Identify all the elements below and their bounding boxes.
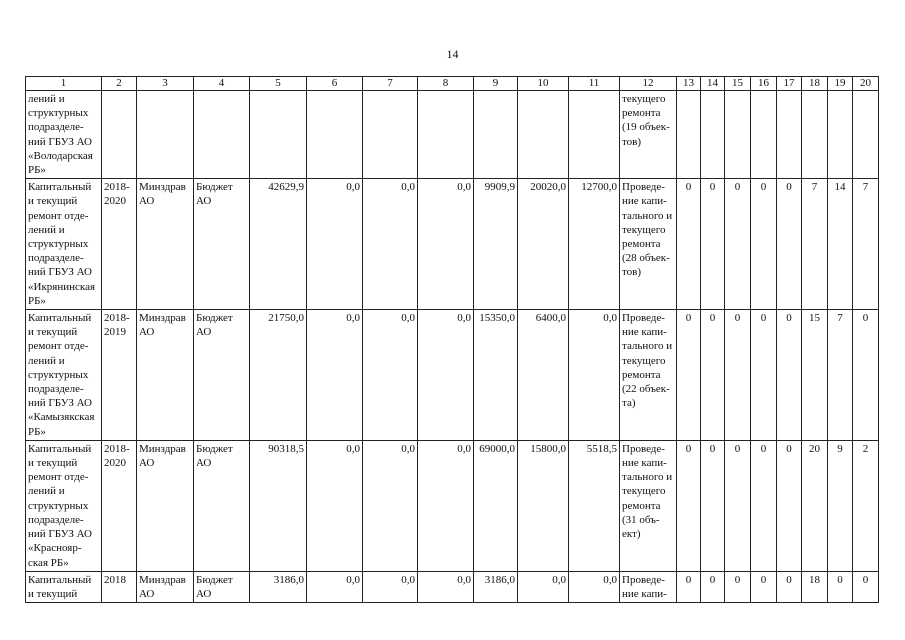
amount-col9-cell: [474, 91, 518, 179]
indicator-col15-cell: 0: [725, 310, 751, 441]
indicator-col17-cell: 0: [777, 440, 802, 571]
indicator-col15-cell: 0: [725, 440, 751, 571]
indicator-col14-cell: 0: [701, 440, 725, 571]
table-row: [26, 571, 879, 602]
indicator-col14-cell: 0: [701, 179, 725, 310]
header-cell-20: 20: [853, 77, 879, 91]
period-cell: 2018- 2020: [102, 179, 137, 310]
amount-col9-cell: 69000,0: [474, 440, 518, 571]
amount-col6-cell: 0,0: [307, 440, 363, 571]
funding-source-cell: Бюджет АО: [194, 179, 250, 310]
header-cell-15: 15: [725, 77, 751, 91]
header-cell-8: 8: [418, 77, 474, 91]
total-amount-cell: 3186,0: [250, 571, 307, 602]
indicator-col15-cell: [725, 91, 751, 179]
period-cell: [102, 91, 137, 179]
program-name-cell: Капитальный и текущий ремонт отде- лений и структурных подразделе- ний ГБУЗ АО «Икрянинская РБ»: [26, 179, 102, 310]
indicator-col20-cell: 0: [853, 571, 879, 602]
header-cell-2: 2: [102, 77, 137, 91]
period-cell: 2018- 2019: [102, 310, 137, 441]
header-cell-7: 7: [363, 77, 418, 91]
result-cell: текущего ремонта (19 объек- тов): [620, 91, 677, 179]
amount-col10-cell: 15800,0: [518, 440, 569, 571]
amount-col10-cell: 0,0: [518, 571, 569, 602]
executor-cell: Минздрав АО: [137, 179, 194, 310]
indicator-col18-cell: 20: [802, 440, 828, 571]
amount-col9-cell: 15350,0: [474, 310, 518, 441]
amount-col11-cell: 0,0: [569, 310, 620, 441]
amount-col8-cell: 0,0: [418, 310, 474, 441]
result-cell: Проведе- ние капи- тального и текущего ремонта (22 объек- та): [620, 310, 677, 441]
indicator-col17-cell: 0: [777, 310, 802, 441]
executor-cell: Минздрав АО: [137, 310, 194, 441]
table-row: [26, 179, 879, 310]
header-cell-14: 14: [701, 77, 725, 91]
result-cell: Проведе- ние капи-: [620, 571, 677, 602]
table-row: [26, 310, 879, 441]
header-cell-17: 17: [777, 77, 802, 91]
amount-col6-cell: 0,0: [307, 179, 363, 310]
period-cell: 2018: [102, 571, 137, 602]
indicator-col18-cell: [802, 91, 828, 179]
amount-col11-cell: 12700,0: [569, 179, 620, 310]
indicator-col16-cell: 0: [751, 440, 777, 571]
table-row: [26, 440, 879, 571]
indicator-col20-cell: 0: [853, 310, 879, 441]
result-cell: Проведе- ние капи- тального и текущего ремонта (31 объ- ект): [620, 440, 677, 571]
indicator-col18-cell: 18: [802, 571, 828, 602]
indicator-col17-cell: 0: [777, 179, 802, 310]
funding-source-cell: Бюджет АО: [194, 310, 250, 441]
indicator-col16-cell: 0: [751, 310, 777, 441]
amount-col7-cell: [363, 91, 418, 179]
period-cell: 2018- 2020: [102, 440, 137, 571]
header-cell-19: 19: [828, 77, 853, 91]
total-amount-cell: 21750,0: [250, 310, 307, 441]
program-name-cell: Капитальный и текущий: [26, 571, 102, 602]
program-table: [25, 76, 879, 603]
table-row: [26, 91, 879, 179]
table-body: [26, 77, 879, 603]
result-cell: Проведе- ние капи- тального и текущего ремонта (28 объек- тов): [620, 179, 677, 310]
header-cell-12: 12: [620, 77, 677, 91]
indicator-col20-cell: [853, 91, 879, 179]
amount-col8-cell: 0,0: [418, 440, 474, 571]
header-cell-10: 10: [518, 77, 569, 91]
indicator-col14-cell: 0: [701, 310, 725, 441]
amount-col6-cell: 0,0: [307, 310, 363, 441]
amount-col8-cell: 0,0: [418, 571, 474, 602]
indicator-col19-cell: 9: [828, 440, 853, 571]
indicator-col18-cell: 7: [802, 179, 828, 310]
amount-col11-cell: [569, 91, 620, 179]
amount-col9-cell: 9909,9: [474, 179, 518, 310]
header-cell-18: 18: [802, 77, 828, 91]
total-amount-cell: [250, 91, 307, 179]
executor-cell: [137, 91, 194, 179]
executor-cell: Минздрав АО: [137, 440, 194, 571]
indicator-col19-cell: [828, 91, 853, 179]
amount-col7-cell: 0,0: [363, 440, 418, 571]
header-cell-9: 9: [474, 77, 518, 91]
indicator-col14-cell: 0: [701, 571, 725, 602]
total-amount-cell: 42629,9: [250, 179, 307, 310]
indicator-col15-cell: 0: [725, 571, 751, 602]
program-name-cell: Капитальный и текущий ремонт отде- лений и структурных подразделе- ний ГБУЗ АО «Краснояр- ская РБ»: [26, 440, 102, 571]
indicator-col19-cell: 14: [828, 179, 853, 310]
funding-source-cell: Бюджет АО: [194, 440, 250, 571]
indicator-col20-cell: 7: [853, 179, 879, 310]
indicator-col17-cell: 0: [777, 571, 802, 602]
amount-col7-cell: 0,0: [363, 310, 418, 441]
indicator-col19-cell: 7: [828, 310, 853, 441]
indicator-col13-cell: 0: [677, 179, 701, 310]
header-cell-6: 6: [307, 77, 363, 91]
indicator-col13-cell: 0: [677, 440, 701, 571]
amount-col8-cell: [418, 91, 474, 179]
program-name-cell: Капитальный и текущий ремонт отде- лений и структурных подразделе- ний ГБУЗ АО «Камызякская РБ»: [26, 310, 102, 441]
indicator-col18-cell: 15: [802, 310, 828, 441]
amount-col7-cell: 0,0: [363, 179, 418, 310]
funding-source-cell: [194, 91, 250, 179]
amount-col10-cell: 20020,0: [518, 179, 569, 310]
header-cell-1: 1: [26, 77, 102, 91]
indicator-col13-cell: 0: [677, 310, 701, 441]
amount-col10-cell: 6400,0: [518, 310, 569, 441]
indicator-col13-cell: 0: [677, 571, 701, 602]
indicator-col13-cell: [677, 91, 701, 179]
indicator-col15-cell: 0: [725, 179, 751, 310]
amount-col11-cell: 0,0: [569, 571, 620, 602]
amount-col8-cell: 0,0: [418, 179, 474, 310]
header-cell-5: 5: [250, 77, 307, 91]
header-row: [26, 77, 879, 91]
indicator-col16-cell: [751, 91, 777, 179]
indicator-col14-cell: [701, 91, 725, 179]
header-cell-4: 4: [194, 77, 250, 91]
amount-col6-cell: [307, 91, 363, 179]
program-name-cell: лений и структурных подразделе- ний ГБУЗ АО «Володарская РБ»: [26, 91, 102, 179]
total-amount-cell: 90318,5: [250, 440, 307, 571]
amount-col9-cell: 3186,0: [474, 571, 518, 602]
indicator-col17-cell: [777, 91, 802, 179]
amount-col6-cell: 0,0: [307, 571, 363, 602]
funding-source-cell: Бюджет АО: [194, 571, 250, 602]
header-cell-16: 16: [751, 77, 777, 91]
header-cell-11: 11: [569, 77, 620, 91]
header-cell-3: 3: [137, 77, 194, 91]
executor-cell: Минздрав АО: [137, 571, 194, 602]
indicator-col19-cell: 0: [828, 571, 853, 602]
indicator-col20-cell: 2: [853, 440, 879, 571]
amount-col10-cell: [518, 91, 569, 179]
header-cell-13: 13: [677, 77, 701, 91]
indicator-col16-cell: 0: [751, 571, 777, 602]
page-number: 14: [446, 47, 459, 61]
amount-col7-cell: 0,0: [363, 571, 418, 602]
indicator-col16-cell: 0: [751, 179, 777, 310]
amount-col11-cell: 5518,5: [569, 440, 620, 571]
